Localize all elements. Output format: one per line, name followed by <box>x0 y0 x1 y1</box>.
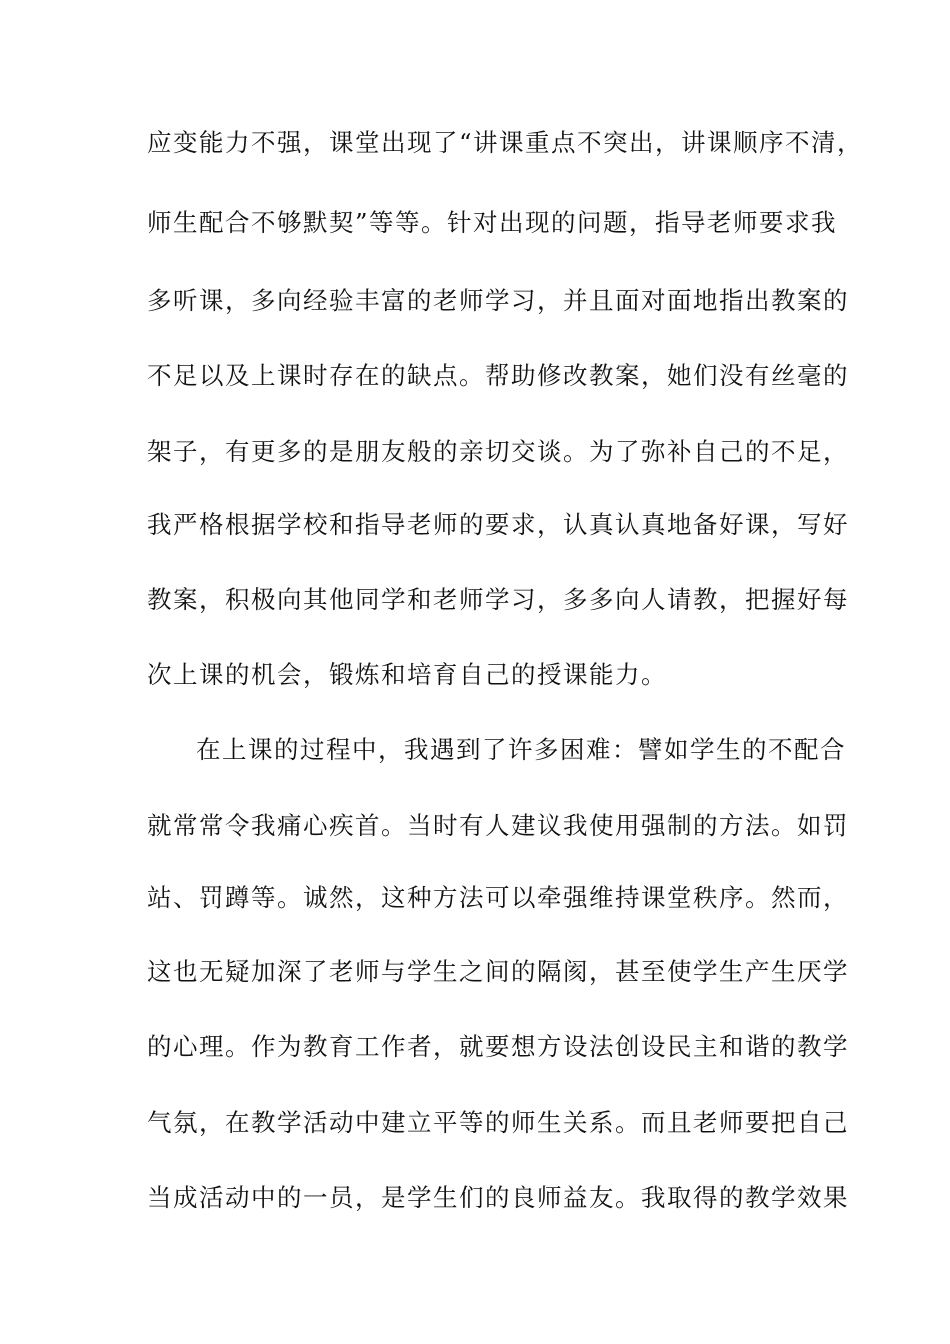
paragraph-line: 多听课，多向经验丰富的老师学习，并且面对面地指出教案的 <box>147 286 849 315</box>
paragraph-line: 应变能力不强，课堂出现了“讲课重点不突出，讲课顺序不清， <box>147 128 864 157</box>
paragraph-line: 就常常令我痛心疾首。当时有人建议我使用强制的方法。如罚 <box>147 811 849 840</box>
paragraph-line: 我严格根据学校和指导老师的要求，认真认真地备好课，写好 <box>147 510 849 539</box>
paragraph-line: 架子，有更多的是朋友般的亲切交谈。为了弥补自己的不足， <box>147 437 849 466</box>
paragraph-line: 的心理。作为教育工作者，就要想方设法创设民主和谐的教学 <box>147 1032 849 1061</box>
paragraph-line: 次上课的机会，锻炼和培育自己的授课能力。 <box>147 660 667 689</box>
paragraph-line: 这也无疑加深了老师与学生之间的隔阂，甚至使学生产生厌学 <box>147 957 849 986</box>
paragraph-line: 气氛，在教学活动中建立平等的师生关系。而且老师要把自己 <box>147 1108 849 1137</box>
paragraph-line: 教案，积极向其他同学和老师学习，多多向人请教，把握好每 <box>147 585 849 614</box>
paragraph-line: 当成活动中的一员，是学生们的良师益友。我取得的教学效果 <box>147 1183 849 1212</box>
paragraph-line: 不足以及上课时存在的缺点。帮助修改教案，她们没有丝毫的 <box>147 361 849 390</box>
paragraph-line: 站、罚蹲等。诚然，这种方法可以牵强维持课堂秩序。然而， <box>147 883 849 912</box>
paragraph-first-line: 在上课的过程中，我遇到了许多困难：譬如学生的不配合 <box>196 735 846 764</box>
paragraph-line: 师生配合不够默契”等等。针对出现的问题，指导老师要求我 <box>147 208 838 237</box>
